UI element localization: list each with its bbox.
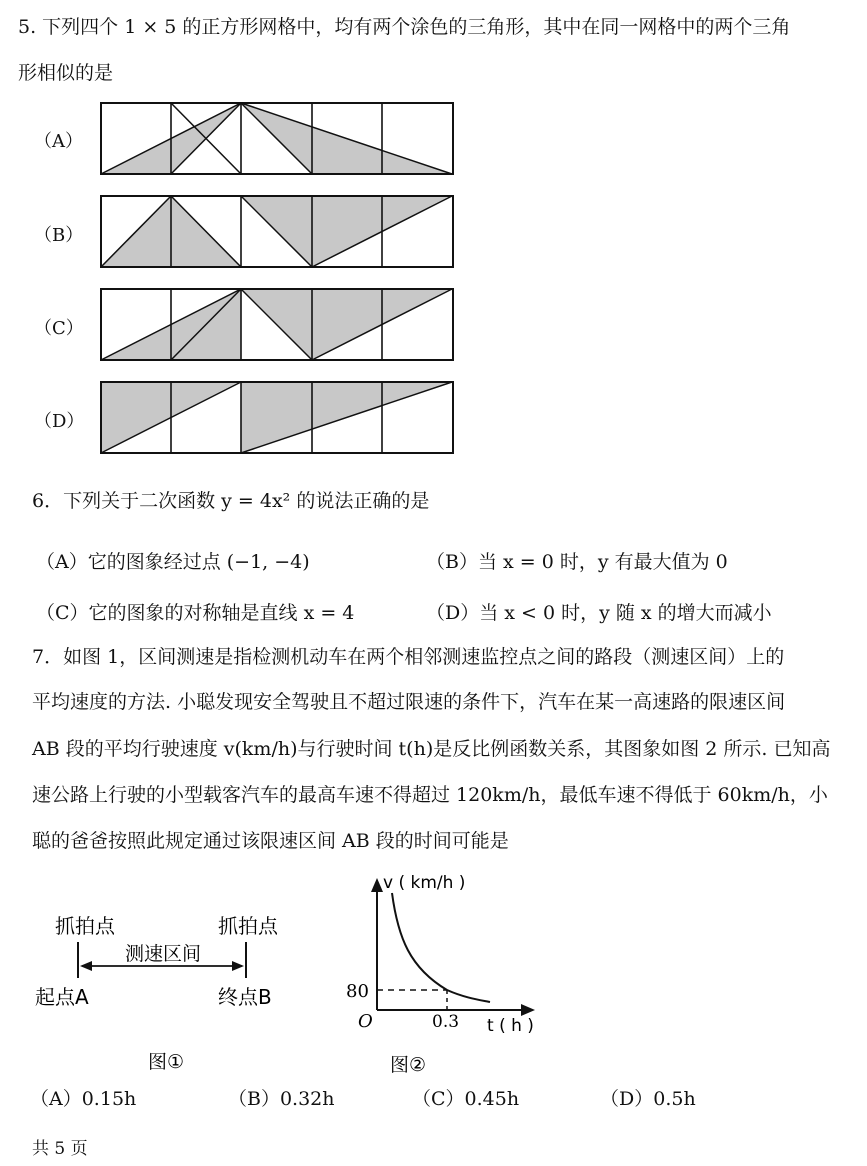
q7-line2: 平均速度的方法. 小聪发现安全驾驶且不超过限速的条件下，汽车在某一高速路的限速区间 [32,691,786,713]
q6-stem: 6．下列关于二次函数 y = 4x² 的说法正确的是 [32,490,430,512]
q7-line3: AB 段的平均行驶速度 v(km/h)与行驶时间 t(h)是反比例函数关系，其图象如图 2 所示. 已知高 [32,738,831,760]
q6-option-a: （A）它的图象经过点 (−1, −4) [36,551,310,573]
fig1-arrow-left-head [80,961,92,971]
q6-option-d: （D）当 x < 0 时，y 随 x 的增大而减小 [426,602,772,624]
fig2-y-axis-label: v ( km/h ) [383,873,466,893]
q7-option-c: （C）0.45h [412,1088,520,1110]
fig1-start-label: 起点A [35,985,89,1009]
q7-line5: 聪的爸爸按照此规定通过该限速区间 AB 段的时间可能是 [32,830,509,852]
q7-option-b: （B）0.32h [228,1088,335,1110]
q6-option-c: （C）它的图象的对称轴是直线 x = 4 [36,602,355,624]
q5-stem-line2: 形相似的是 [18,62,114,84]
grid-label-a: （A） [34,131,83,152]
grid-b [100,195,454,269]
fig1-left-top-label: 抓拍点 [55,914,115,938]
fig2-curve [392,893,490,1002]
grid-label-c: （C） [34,318,84,339]
fig2-y-arrow [371,878,383,892]
q7-option-a: （A）0.15h [30,1088,137,1110]
grid-a [100,102,454,176]
figure-1 [30,900,310,1080]
grid-label-d: （D） [34,411,85,432]
fig2-y-tick-label: 80 [346,981,369,1002]
q6-option-b: （B）当 x = 0 时，y 有最大值为 0 [426,551,728,573]
fig1-end-label: 终点B [218,985,272,1009]
q7-line4: 速公路上行驶的小型载客汽车的最高车速不得超过 120km/h，最低车速不得低于 60km/h，小 [32,784,828,806]
q7-option-d: （D）0.5h [600,1088,696,1110]
fig2-x-axis-label: t ( h ) [487,1016,534,1036]
grid-c [100,288,454,362]
fig1-right-top-label: 抓拍点 [218,914,278,938]
fig2-caption: 图② [390,1054,427,1076]
q7-line1: 7．如图 1，区间测速是指检测机动车在两个相邻测速监控点之间的路段（测速区间）上的 [32,646,785,668]
fig2-origin-label: O [358,1011,373,1032]
grid-d [100,381,454,455]
figure-2 [330,868,560,1078]
grid-b-shaded-triangle-2 [241,195,452,267]
fig1-caption: 图① [148,1051,185,1073]
q5-stem-line1: 5. 下列四个 1 × 5 的正方形网格中，均有两个涂色的三角形，其中在同一网格中的两个三角 [18,16,791,38]
fig2-x-tick-label: 0.3 [432,1012,460,1032]
grid-label-b: （B） [34,225,84,246]
fig1-arrow-right-head [232,961,244,971]
fig2-x-arrow [521,1004,535,1016]
page-footer: 共 5 页 [32,1139,88,1159]
fig1-middle-label: 测速区间 [125,943,202,965]
grid-c-shaded-triangle-2 [241,288,452,360]
